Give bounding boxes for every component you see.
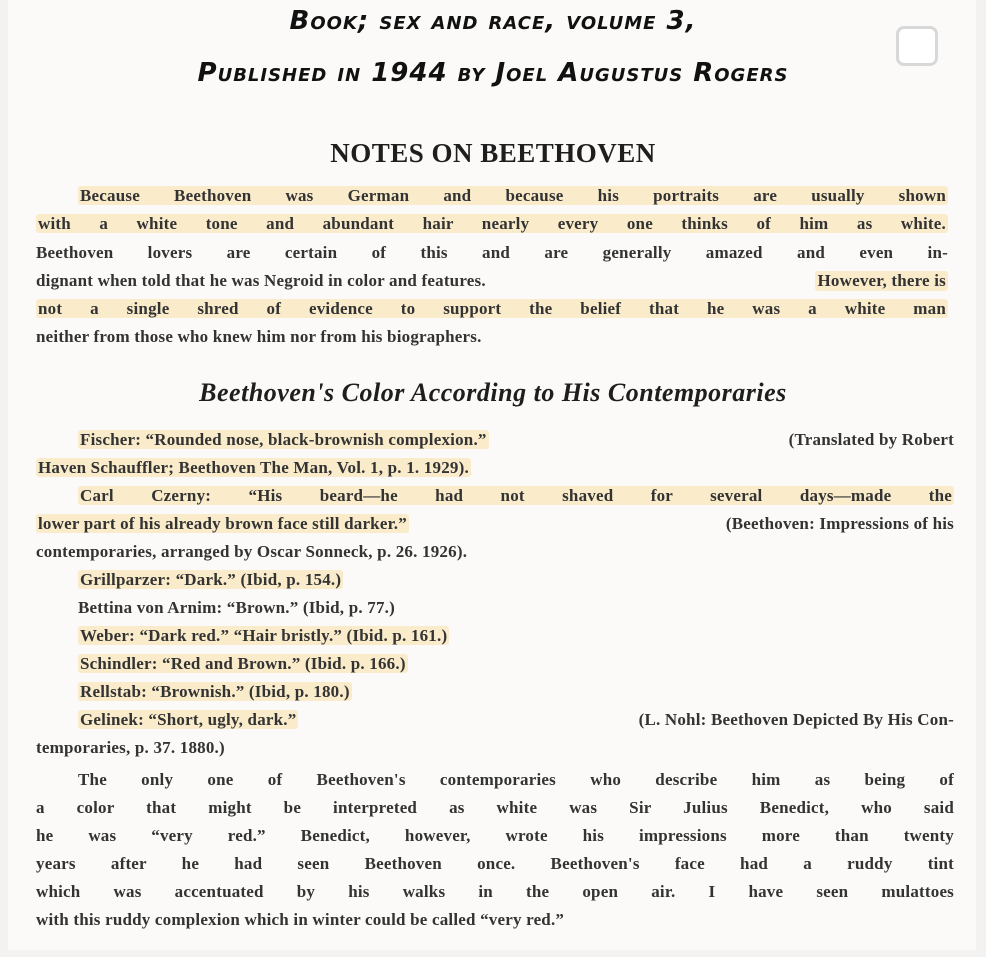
checkbox-icon[interactable]: [896, 26, 938, 66]
paragraph1-line: Because Beethoven was German and because his portraits are usually shown: [80, 186, 946, 205]
paragraph1-line: dignant when told that he was Negroid in color and features. However, there is: [36, 271, 946, 290]
paragraph2-line: which was accentuated by his walks in the open air. I have seen mulattoes: [36, 882, 954, 901]
paragraph2-line: with this ruddy complexion which in winter could be called “very red.”: [36, 910, 565, 929]
paragraph1-line: Beethoven lovers are certain of this and are generally amazed and even in-: [36, 243, 948, 262]
quote-fischer-cont: Haven Schauffler; Beethoven The Man, Vol. 1, p. 1. 1929).: [38, 458, 469, 477]
paragraph2-line: The only one of Beethoven's contemporaries who describe him as being of: [78, 770, 954, 789]
paragraph2-line: he was “very red.” Benedict, however, wrote his impressions more than twenty: [36, 826, 954, 845]
quote-fischer: Fischer: “Rounded nose, black-brownish complexion.” (Translated by Robert: [80, 430, 954, 449]
caption-line-2: Published in 1944 by Joel Augustus Rogers: [197, 58, 789, 88]
paragraph1-line: not a single shred of evidence to support the belief that he was a white man: [38, 299, 946, 318]
notes-heading: NOTES ON BEETHOVEN: [330, 138, 656, 168]
paragraph1-line: neither from those who knew him nor from his biographers.: [36, 327, 482, 346]
quote-gelinek: Gelinek: “Short, ugly, dark.” (L. Nohl: Beethoven Depicted By His Con-: [80, 710, 954, 729]
paragraph2-line: years after he had seen Beethoven once. Beethoven's face had a ruddy tint: [36, 854, 954, 873]
paragraph2-line: a color that might be interpreted as white was Sir Julius Benedict, who said: [36, 798, 954, 817]
quote-gelinek-cont: temporaries, p. 37. 1880.): [36, 738, 225, 757]
quote-czerny-cont: lower part of his already brown face still darker.” (Beethoven: Impressions of his: [38, 514, 954, 533]
section-heading: Beethoven's Color According to His Contemporaries: [199, 378, 787, 407]
paragraph1-line: with a white tone and abundant hair nearly every one thinks of him as white.: [38, 214, 946, 233]
quote-czerny: Carl Czerny: “His beard—he had not shaved for several days—made the: [80, 486, 952, 505]
quote-schindler: Schindler: “Red and Brown.” (Ibid. p. 166.): [80, 654, 406, 673]
quote-weber: Weber: “Dark red.” “Hair bristly.” (Ibid. p. 161.): [80, 626, 448, 645]
quote-rellstab: Rellstab: “Brownish.” (Ibid, p. 180.): [80, 682, 350, 701]
quote-czerny-source: contemporaries, arranged by Oscar Sonneck, p. 26. 1926).: [36, 542, 468, 561]
quote-grillparzer: Grillparzer: “Dark.” (Ibid, p. 154.): [80, 570, 342, 589]
quote-bettina: Bettina von Arnim: “Brown.” (Ibid, p. 77.): [78, 598, 395, 617]
caption-line-1: Book; sex and race, volume 3,: [289, 6, 697, 36]
